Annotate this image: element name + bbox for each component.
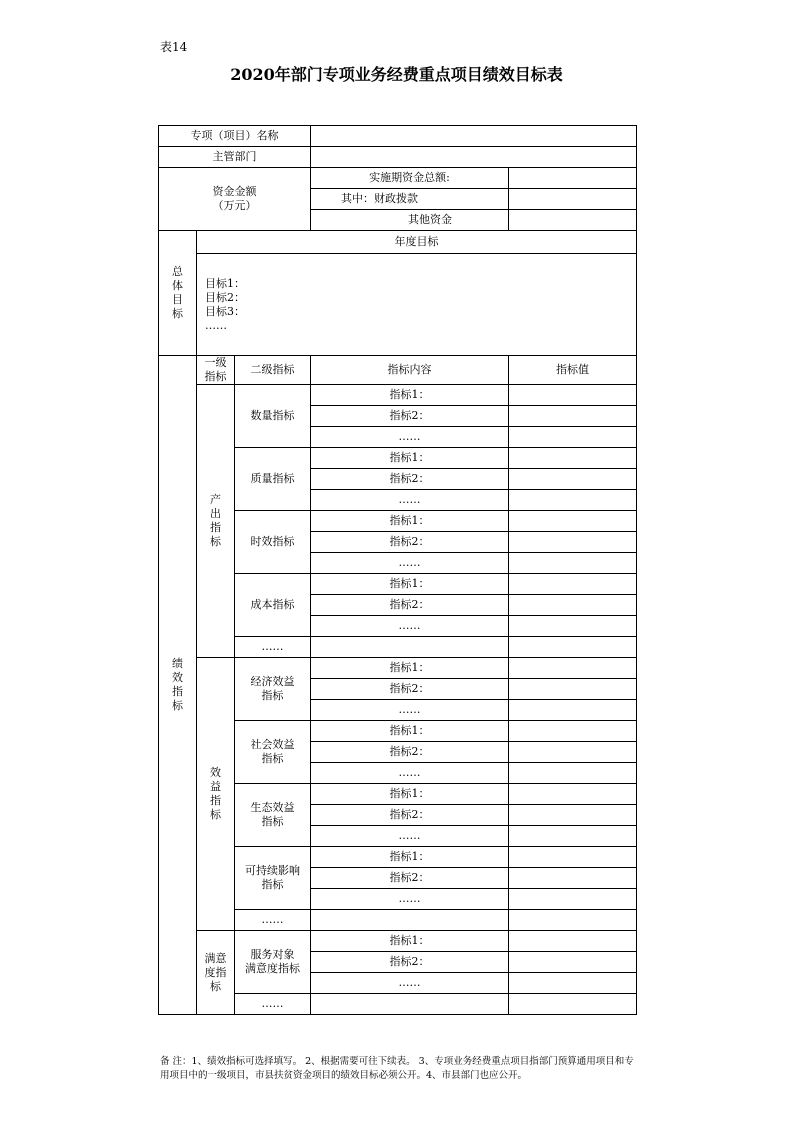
indicator-value-cell[interactable]: [509, 994, 637, 1015]
page-title: 2020年部门专项业务经费重点项目绩效目标表: [230, 65, 563, 84]
indicator-value-cell[interactable]: [509, 385, 637, 406]
overall-goal-label: 总 体 目 标: [159, 231, 197, 356]
goal-2: 目标2：: [205, 290, 245, 304]
value-header: 指标值: [509, 356, 637, 385]
indicator-content-cell[interactable]: ……: [311, 490, 509, 511]
benefit-more-indicator: ……: [235, 910, 311, 931]
indicator-content-cell[interactable]: 指标2：: [311, 532, 509, 553]
department-label: 主管部门: [159, 147, 311, 168]
indicator-content-cell[interactable]: 指标2：: [311, 868, 509, 889]
indicator-content-cell[interactable]: 指标1：: [311, 784, 509, 805]
goal-more: ……: [205, 318, 227, 332]
indicator-content-cell[interactable]: 指标1：: [311, 574, 509, 595]
project-name-field[interactable]: [311, 126, 637, 147]
indicator-value-cell[interactable]: [509, 511, 637, 532]
indicator-value-cell[interactable]: [509, 658, 637, 679]
indicator-value-cell[interactable]: [509, 532, 637, 553]
indicator-content-cell[interactable]: 指标1：: [311, 658, 509, 679]
cost-indicator: 成本指标: [235, 574, 311, 637]
department-field[interactable]: [311, 147, 637, 168]
goal-3: 目标3：: [205, 304, 245, 318]
benefit-indicator-label: 效 益 指 标: [197, 658, 235, 931]
indicator-content-cell[interactable]: 指标2：: [311, 595, 509, 616]
indicator-content-cell[interactable]: 指标2：: [311, 406, 509, 427]
indicator-value-cell[interactable]: [509, 700, 637, 721]
other-funds-field[interactable]: [509, 210, 637, 231]
indicator-content-cell[interactable]: 指标2：: [311, 805, 509, 826]
quality-indicator: 质量指标: [235, 448, 311, 511]
content-header: 指标内容: [311, 356, 509, 385]
indicator-value-cell[interactable]: [509, 931, 637, 952]
indicator-content-cell[interactable]: ……: [311, 889, 509, 910]
indicator-content-cell[interactable]: 指标1：: [311, 847, 509, 868]
indicator-value-cell[interactable]: [509, 427, 637, 448]
indicator-value-cell[interactable]: [509, 406, 637, 427]
footnote: 备 注：1、绩效指标可选择填写。 2、根据需要可往下续表。 3、专项业务经费重点项目指部门预算通用项目和专用项目中的一级项目，市县扶贫资金项目的绩效目标必须公开。4、市县部门也应公开。: [160, 1056, 634, 1081]
indicator-value-cell[interactable]: [509, 679, 637, 700]
indicator-value-cell[interactable]: [509, 490, 637, 511]
indicator-value-cell[interactable]: [509, 448, 637, 469]
indicator-content-cell[interactable]: [311, 994, 509, 1015]
funds-label: 资金金额 （万元）: [159, 168, 311, 231]
indicator-value-cell[interactable]: [509, 826, 637, 847]
indicator-content-cell[interactable]: ……: [311, 763, 509, 784]
indicator-content-cell[interactable]: 指标2：: [311, 679, 509, 700]
indicator-value-cell[interactable]: [509, 952, 637, 973]
indicator-content-cell[interactable]: 指标1：: [311, 931, 509, 952]
project-name-label: 专项（项目）名称: [159, 126, 311, 147]
indicator-value-cell[interactable]: [509, 721, 637, 742]
economic-benefit-indicator: 经济效益 指标: [235, 658, 311, 721]
level1-header: 一级 指标: [197, 356, 235, 385]
total-funds-field[interactable]: [509, 168, 637, 189]
output-more-indicator: ……: [235, 637, 311, 658]
indicator-value-cell[interactable]: [509, 847, 637, 868]
indicator-value-cell[interactable]: [509, 469, 637, 490]
indicator-value-cell[interactable]: [509, 868, 637, 889]
output-indicator-label: 产 出 指 标: [197, 385, 235, 658]
timeliness-indicator: 时效指标: [235, 511, 311, 574]
indicator-content-cell[interactable]: 指标2：: [311, 742, 509, 763]
indicator-content-cell[interactable]: 指标2：: [311, 952, 509, 973]
indicator-value-cell[interactable]: [509, 637, 637, 658]
indicator-value-cell[interactable]: [509, 616, 637, 637]
level2-header: 二级指标: [235, 356, 311, 385]
indicator-content-cell[interactable]: [311, 910, 509, 931]
annual-goal-label: 年度目标: [197, 231, 637, 254]
indicator-content-cell[interactable]: 指标1：: [311, 511, 509, 532]
performance-indicator-label: 绩 效 指 标: [159, 356, 197, 1015]
indicator-value-cell[interactable]: [509, 595, 637, 616]
fiscal-funds-field[interactable]: [509, 189, 637, 210]
total-funds-label: 实施期资金总额:: [311, 168, 509, 189]
indicator-content-cell[interactable]: ……: [311, 553, 509, 574]
ecological-benefit-indicator: 生态效益 指标: [235, 784, 311, 847]
indicator-content-cell[interactable]: 指标1：: [311, 448, 509, 469]
indicator-content-cell[interactable]: 指标1：: [311, 385, 509, 406]
indicator-content-cell[interactable]: 指标2：: [311, 469, 509, 490]
annual-goal-field[interactable]: [197, 254, 637, 356]
table-number: 表14: [160, 40, 188, 54]
indicator-value-cell[interactable]: [509, 805, 637, 826]
sustainable-impact-indicator: 可持续影响 指标: [235, 847, 311, 910]
indicator-content-cell[interactable]: 指标1：: [311, 721, 509, 742]
indicator-value-cell[interactable]: [509, 889, 637, 910]
goal-1: 目标1：: [205, 276, 245, 290]
indicator-value-cell[interactable]: [509, 910, 637, 931]
indicator-value-cell[interactable]: [509, 553, 637, 574]
indicator-value-cell[interactable]: [509, 763, 637, 784]
satisfaction-indicator-label: 满意 度指 标: [197, 931, 235, 1015]
indicator-content-cell[interactable]: [311, 637, 509, 658]
satisfaction-more-indicator: ……: [235, 994, 311, 1015]
indicator-value-cell[interactable]: [509, 742, 637, 763]
service-satisfaction-indicator: 服务对象 满意度指标: [235, 931, 311, 994]
indicator-content-cell[interactable]: ……: [311, 700, 509, 721]
indicator-content-cell[interactable]: ……: [311, 427, 509, 448]
quantity-indicator: 数量指标: [235, 385, 311, 448]
indicator-content-cell[interactable]: ……: [311, 826, 509, 847]
indicator-value-cell[interactable]: [509, 784, 637, 805]
other-funds-label: 其他资金: [311, 210, 509, 231]
indicator-content-cell[interactable]: ……: [311, 973, 509, 994]
social-benefit-indicator: 社会效益 指标: [235, 721, 311, 784]
fiscal-funds-label: 其中：财政拨款: [311, 189, 509, 210]
performance-target-table: [158, 125, 637, 1015]
indicator-value-cell[interactable]: [509, 574, 637, 595]
indicator-value-cell[interactable]: [509, 973, 637, 994]
indicator-content-cell[interactable]: ……: [311, 616, 509, 637]
